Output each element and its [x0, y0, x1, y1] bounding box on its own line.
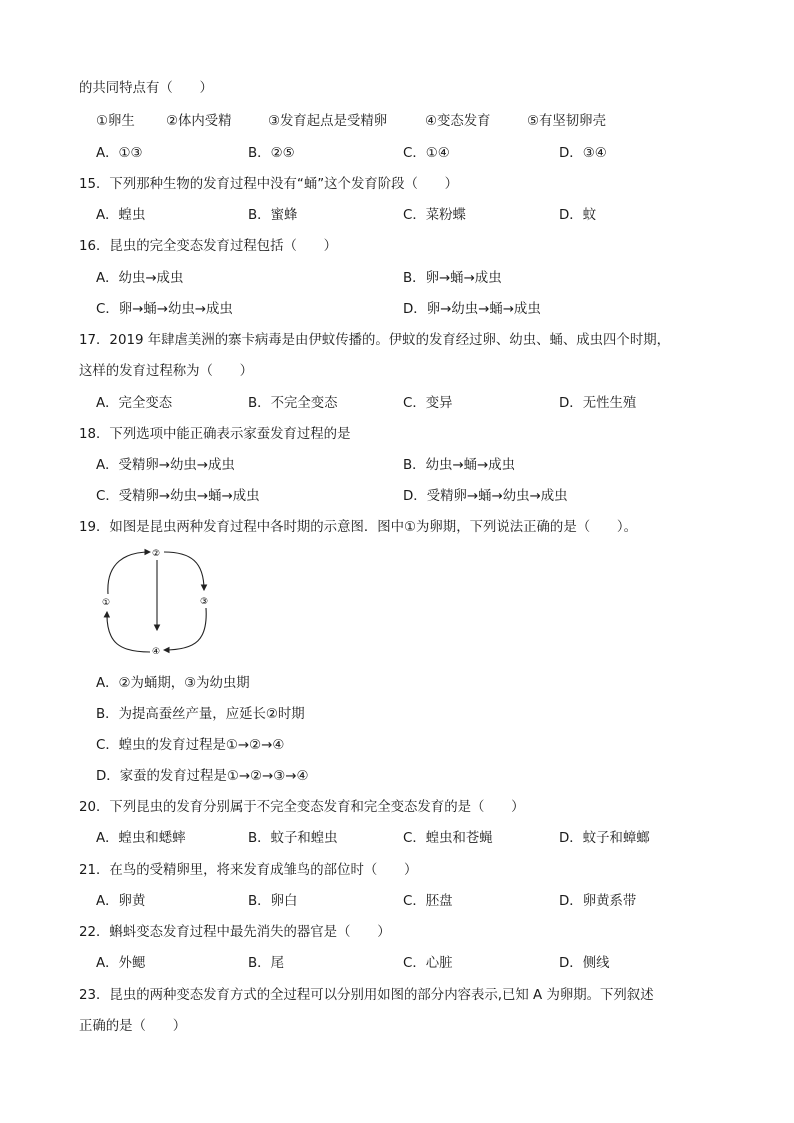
- option-d[interactable]: D．③④: [559, 146, 607, 161]
- q22-option-a[interactable]: A．外鳃: [96, 956, 146, 971]
- q16-option-a[interactable]: A．幼虫→成虫: [96, 271, 184, 286]
- feature-5: ⑤有坚韧卵壳: [527, 114, 606, 129]
- feature-3: ③发育起点是受精卵: [268, 114, 388, 129]
- q19-option-d[interactable]: D．家蚕的发育过程是①→②→③→④: [96, 769, 309, 784]
- arrow-4-to-1: [107, 612, 150, 652]
- arrow-3-to-4: [164, 608, 206, 650]
- option-c[interactable]: C．①④: [403, 146, 450, 161]
- question-15-stem: 15．下列那种生物的发育过程中没有“蛹”这个发育阶段（ ）: [79, 177, 459, 192]
- q19-option-b[interactable]: B．为提高蚕丝产量，应延长②时期: [96, 707, 305, 722]
- q17-option-d[interactable]: D．无性生殖: [559, 396, 637, 411]
- q18-option-a[interactable]: A．受精卵→幼虫→成虫: [96, 458, 235, 473]
- question-23-stem-line1: 23．昆虫的两种变态发育方式的全过程可以分别用如图的部分内容表示,已知 A 为卵期。下列叙述: [79, 988, 654, 1003]
- q18-option-b[interactable]: B．幼虫→蛹→成虫: [403, 458, 515, 473]
- feature-1: ①卵生: [96, 114, 135, 129]
- q18-option-d[interactable]: D．受精卵→蛹→幼虫→成虫: [403, 489, 568, 504]
- q15-option-a[interactable]: A．蝗虫: [96, 208, 146, 223]
- feature-2: ②体内受精: [166, 114, 232, 129]
- q19-option-c[interactable]: C．蝗虫的发育过程是①→②→④: [96, 738, 285, 753]
- q16-option-c[interactable]: C．卵→蛹→幼虫→成虫: [96, 302, 233, 317]
- q20-option-b[interactable]: B．蚊子和蝗虫: [248, 831, 338, 846]
- q21-option-a[interactable]: A．卵黄: [96, 894, 146, 909]
- q21-option-c[interactable]: C．胚盘: [403, 894, 453, 909]
- question-19-stem: 19．如图是昆虫两种发育过程中各时期的示意图．图中①为卵期，下列说法正确的是（ ）。: [79, 520, 637, 535]
- q17-option-a[interactable]: A．完全变态: [96, 396, 173, 411]
- q21-option-d[interactable]: D．卵黄系带: [559, 894, 637, 909]
- q20-option-a[interactable]: A．蝗虫和蟋蟀: [96, 831, 186, 846]
- q16-option-d[interactable]: D．卵→幼虫→蛹→成虫: [403, 302, 541, 317]
- question-20-stem: 20．下列昆虫的发育分别属于不完全变态发育和完全变态发育的是（ ）: [79, 800, 525, 815]
- question-17-stem-line1: 17．2019 年肆虐美洲的寨卡病毒是由伊蚊传播的。伊蚊的发育经过卵、幼虫、蛹、成虫四个时期，: [79, 333, 670, 348]
- question-21-stem: 21．在鸟的受精卵里，将来发育成雏鸟的部位时（ ）: [79, 863, 418, 878]
- q20-option-c[interactable]: C．蝗虫和苍蝇: [403, 831, 493, 846]
- question-17-stem-line2: 这样的发育过程称为（ ）: [79, 364, 254, 379]
- stage-label-2: ②: [152, 549, 161, 559]
- q22-option-d[interactable]: D．侧线: [559, 956, 610, 971]
- q22-option-c[interactable]: C．心脏: [403, 956, 453, 971]
- q22-option-b[interactable]: B．尾: [248, 956, 284, 971]
- stage-label-3: ③: [200, 597, 209, 607]
- option-a[interactable]: A．①③: [96, 146, 143, 161]
- question-stem-continuation: 的共同特点有（ ）: [79, 81, 213, 96]
- q18-option-c[interactable]: C．受精卵→幼虫→蛹→成虫: [96, 489, 260, 504]
- question-23-stem-line2: 正确的是（ ）: [79, 1019, 187, 1034]
- q21-option-b[interactable]: B．卵白: [248, 894, 298, 909]
- q15-option-c[interactable]: C．菜粉蝶: [403, 208, 466, 223]
- q15-option-b[interactable]: B．蜜蜂: [248, 208, 298, 223]
- arrow-2-to-3: [164, 552, 204, 590]
- option-b[interactable]: B．②⑤: [248, 146, 295, 161]
- q17-option-b[interactable]: B．不完全变态: [248, 396, 338, 411]
- arrow-1-to-2: [108, 552, 150, 594]
- q19-option-a[interactable]: A．②为蛹期，③为幼虫期: [96, 676, 250, 691]
- stage-label-1: ①: [102, 598, 111, 608]
- stage-label-4: ④: [152, 647, 161, 657]
- feature-4: ④变态发育: [425, 114, 491, 129]
- q17-option-c[interactable]: C．变异: [403, 396, 453, 411]
- q16-option-b[interactable]: B．卵→蛹→成虫: [403, 271, 502, 286]
- question-22-stem: 22．蝌蚪变态发育过程中最先消失的器官是（ ）: [79, 925, 391, 940]
- q15-option-d[interactable]: D．蚊: [559, 208, 597, 223]
- q20-option-d[interactable]: D．蚊子和蟑螂: [559, 831, 650, 846]
- question-18-stem: 18．下列选项中能正确表示家蚕发育过程的是: [79, 427, 351, 442]
- insect-development-cycle-diagram: [96, 542, 216, 662]
- question-16-stem: 16．昆虫的完全变态发育过程包括（ ）: [79, 239, 338, 254]
